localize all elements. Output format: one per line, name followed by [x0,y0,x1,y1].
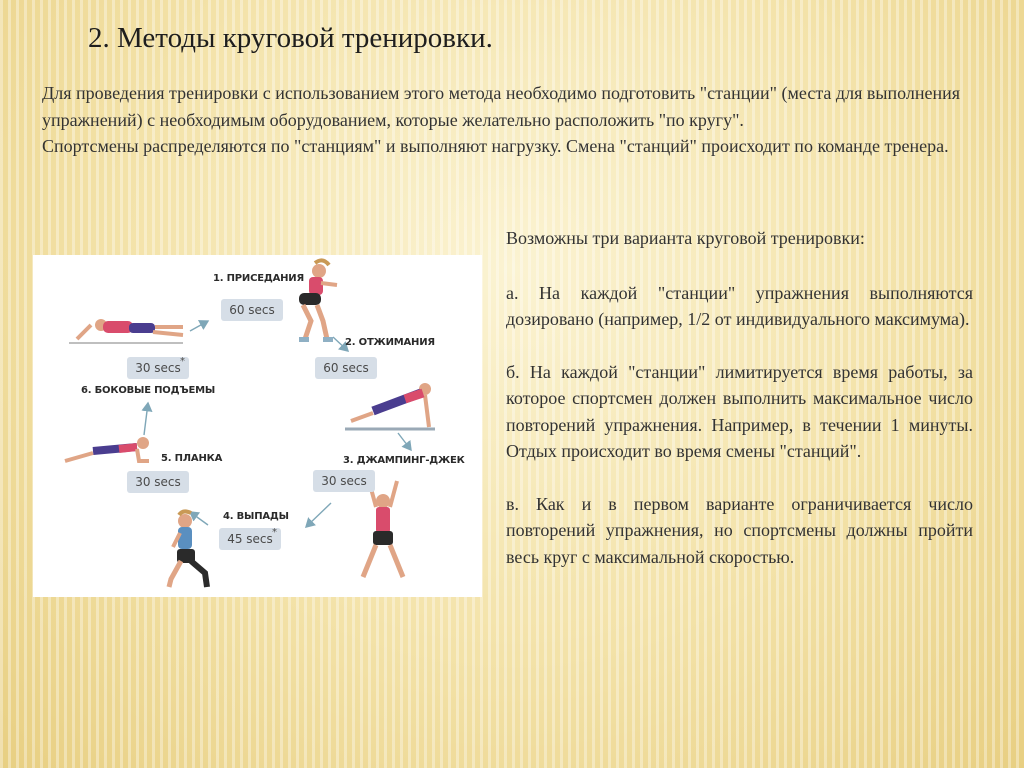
arrow-icon [398,433,411,450]
time-badge-lunges: 45 secs * [219,528,281,550]
intro-paragraph-1: Для проведения тренировки с использованием этого метода необходимо подготовить "станции" (места для выполнения упражнений) с необходимым оборудованием, которые желательно расположить "по кругу". [42,83,960,130]
jumping-jack-figure-icon [363,481,403,577]
time-badge-pushups: 60 secs [315,357,377,379]
variants-section [506,225,973,596]
station-label-plank: 5. ПЛАНКА [161,453,223,464]
arrow-icon [190,512,208,525]
arrow-icon [306,503,331,527]
arrow-icon [190,321,208,331]
plank-figure-icon [65,437,149,461]
side-raise-figure-icon [69,319,183,343]
time-badge-side-raises: 30 secs * [127,357,189,379]
lunge-figure-icon [169,511,207,587]
station-label-squats: 1. ПРИСЕДАНИЯ [213,273,304,284]
station-label-pushups: 2. ОТЖИМАНИЯ [345,337,435,348]
time-badge-jumping-jack: 30 secs [313,470,375,492]
variant-c: в. Как и в первом варианте ограничивается число повторений упражнения, но спортсмены должны пройти весь круг с максимальной скоростью. [506,493,973,567]
intro-paragraph-2: Спортсмены распределяются по "станциям" и выполняют нагрузку. Смена "станций" происходит по команде тренера. [42,136,949,156]
station-label-jumping-jack: 3. ДЖАМПИНГ-ДЖЕК [343,455,465,466]
variants-lead: Возможны три варианта круговой тренировки: [506,228,865,248]
circuit-training-figure [33,255,482,597]
station-label-lunges: 4. ВЫПАДЫ [223,511,289,522]
intro-text [42,80,960,160]
pushup-figure-icon [345,383,435,429]
time-badge-plank: 30 secs [127,471,189,493]
arrow-icon [144,403,148,435]
squat-figure-icon [299,260,337,342]
station-label-side-raises: 6. БОКОВЫЕ ПОДЪЕМЫ [81,385,216,396]
time-badge-squats: 60 secs [221,299,283,321]
variant-a: а. На каждой "станции" упражнения выполняются дозировано (например, 1/2 от индивидуального максимума). [506,282,973,329]
slide-title: 2. Методы круговой тренировки. [88,22,493,54]
variant-b: б. На каждой "станции" лимитируется время работы, за которое спортсмен должен выполнить максимальное число повторений упражнения. Например, в течении 1 минуты. Отдых происходит во время смены "станций". [506,361,973,461]
